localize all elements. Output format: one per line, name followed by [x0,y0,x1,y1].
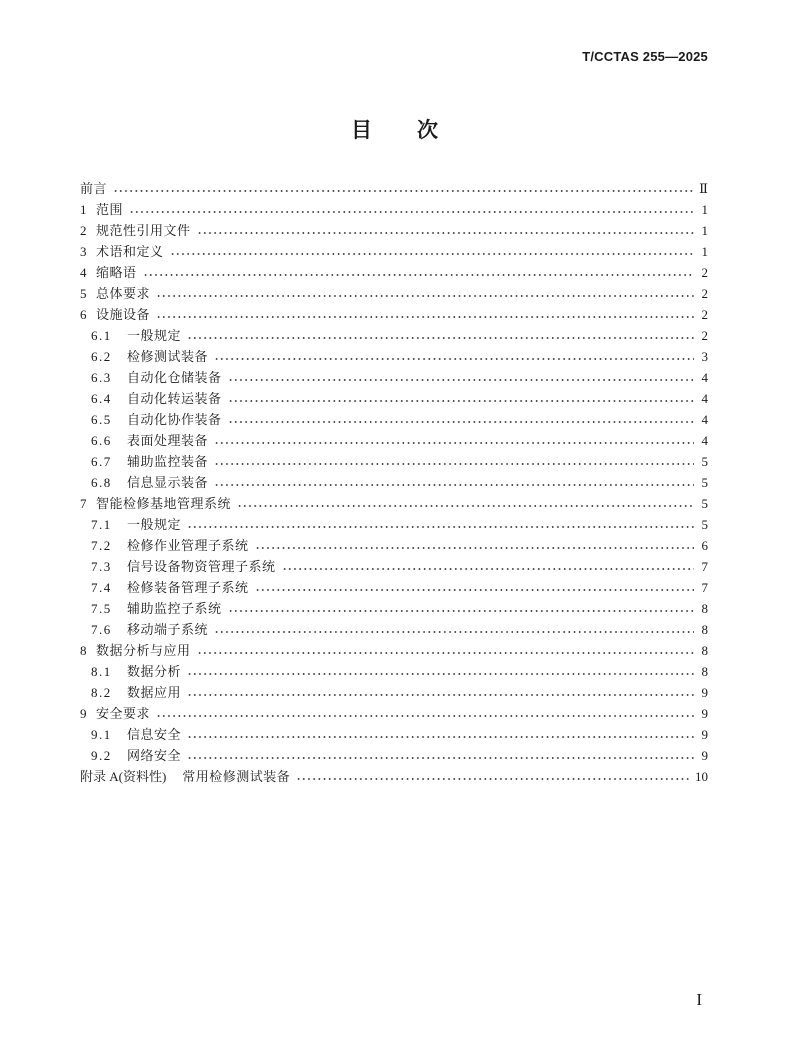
toc-entry [80,661,708,682]
toc-dot-leader [129,210,694,214]
toc-entry-page: 4 [701,412,708,427]
toc-dot-leader [255,546,694,550]
toc-dot-leader [187,735,694,739]
toc-entry-number: 6 [80,307,87,322]
toc-entry-page: 5 [701,496,708,511]
toc-entry-title: 自动化转运装备 [127,391,222,406]
toc-entry [80,241,708,262]
toc-entry-title: 数据分析 [127,664,182,679]
toc-dot-leader [282,567,694,571]
toc-entry-page: 1 [701,244,708,259]
toc-entry-title: 一般规定 [127,328,182,343]
toc-dot-leader [170,252,694,256]
toc-dot-leader [187,693,694,697]
toc-entry [80,451,708,472]
toc-entry-title: 检修测试装备 [127,349,209,364]
toc-entry-number: 7.6 [91,622,112,637]
toc-dot-leader [228,609,694,613]
toc-entry-page: 2 [701,328,708,343]
toc-entry-title: 术语和定义 [96,244,164,259]
toc-entry-page: 4 [701,433,708,448]
toc-entry [80,619,708,640]
toc-entry [80,556,708,577]
toc-entry-title: 数据应用 [127,685,182,700]
toc-entry-page: 9 [701,748,708,763]
toc-entry-title: 规范性引用文件 [96,223,191,238]
toc-entry [80,535,708,556]
toc-dot-leader [255,588,694,592]
toc-entry-number: 6.8 [91,475,112,490]
toc-dot-leader [228,420,694,424]
toc-entry-page: 8 [701,622,708,637]
toc-entry-number: 3 [80,244,87,259]
toc-entry [80,220,708,241]
toc-entry [80,325,708,346]
toc-dot-leader [237,504,694,508]
toc-entry-title: 信号设备物资管理子系统 [127,559,276,574]
toc-dot-leader [143,273,694,277]
toc-entry-number: 6.7 [91,454,112,469]
toc-entry-title: 缩略语 [96,265,137,280]
toc-entry-number: 5 [80,286,87,301]
toc-entry-page: 8 [701,601,708,616]
document-number: T/CCTAS 255—2025 [582,49,708,64]
page-number: I [696,990,702,1009]
toc-entry-number: 附录 A(资料性) [80,769,167,784]
toc-entry [80,304,708,325]
toc-entry-title: 信息安全 [127,727,182,742]
toc-dot-leader [296,777,690,781]
table-of-contents [80,178,708,787]
toc-entry-number: 7.4 [91,580,112,595]
toc-entry-number: 2 [80,223,87,238]
toc-dot-leader [187,525,694,529]
toc-entry-number: 7.2 [91,538,112,553]
toc-entry [80,283,708,304]
toc-dot-leader [113,189,694,193]
toc-entry-number: 7.3 [91,559,112,574]
toc-entry [80,766,708,787]
toc-entry-page: 5 [701,475,708,490]
toc-entry [80,493,708,514]
toc-dot-leader [197,651,694,655]
toc-entry-title: 设施设备 [96,307,151,322]
toc-entry-page: 4 [701,370,708,385]
toc-entry-number: 4 [80,265,87,280]
toc-entry-page: 5 [701,454,708,469]
toc-entry [80,430,708,451]
toc-entry [80,199,708,220]
toc-dot-leader [187,756,694,760]
toc-entry-number: 8.2 [91,685,112,700]
toc-dot-leader [214,483,694,487]
toc-entry-page: 9 [701,685,708,700]
toc-entry-page: 1 [701,202,708,217]
toc-entry-number: 6.3 [91,370,112,385]
toc-entry [80,388,708,409]
toc-dot-leader [228,378,694,382]
toc-entry-number: 7.5 [91,601,112,616]
page-title: 目 次 [351,117,439,142]
toc-entry-number: 8.1 [91,664,112,679]
toc-entry-page: 5 [701,517,708,532]
toc-entry-title: 检修装备管理子系统 [127,580,249,595]
toc-entry-title: 一般规定 [127,517,182,532]
toc-entry-title: 信息显示装备 [127,475,209,490]
toc-entry-title: 辅助监控子系统 [127,601,222,616]
toc-entry-page: 4 [701,391,708,406]
toc-entry [80,724,708,745]
toc-entry-title: 范围 [96,202,124,217]
toc-entry-page: 10 [695,769,708,784]
toc-entry [80,577,708,598]
toc-entry-title: 数据分析与应用 [96,643,191,658]
toc-dot-leader [156,714,694,718]
toc-entry-number: 6.5 [91,412,112,427]
toc-entry-page: Ⅱ [699,181,708,196]
toc-entry-number: 6.6 [91,433,112,448]
toc-entry-page: 7 [701,559,708,574]
toc-entry [80,640,708,661]
toc-entry-number: 6.4 [91,391,112,406]
toc-entry [80,514,708,535]
toc-entry-title: 自动化协作装备 [127,412,222,427]
toc-entry-number: 7 [80,496,87,511]
toc-entry-number: 6.2 [91,349,112,364]
toc-entry-page: 2 [701,265,708,280]
toc-entry-title: 智能检修基地管理系统 [96,496,232,511]
toc-dot-leader [156,315,694,319]
toc-dot-leader [197,231,694,235]
toc-entry [80,409,708,430]
toc-entry-number: 9.2 [91,748,112,763]
toc-entry-page: 2 [701,286,708,301]
toc-dot-leader [214,357,694,361]
toc-dot-leader [214,441,694,445]
toc-entry-page: 2 [701,307,708,322]
toc-entry-page: 9 [701,727,708,742]
toc-dot-leader [187,672,694,676]
toc-entry-title: 安全要求 [96,706,151,721]
toc-entry-number: 9 [80,706,87,721]
toc-entry-title: 检修作业管理子系统 [127,538,249,553]
toc-dot-leader [214,462,694,466]
toc-entry-title: 辅助监控装备 [127,454,209,469]
toc-entry-page: 6 [701,538,708,553]
toc-entry-number: 9.1 [91,727,112,742]
toc-entry [80,703,708,724]
toc-entry-title: 自动化仓储装备 [127,370,222,385]
toc-entry-page: 9 [701,706,708,721]
toc-entry [80,745,708,766]
toc-entry [80,598,708,619]
toc-dot-leader [214,630,694,634]
toc-entry-page: 8 [701,643,708,658]
toc-entry [80,682,708,703]
toc-entry-title: 表面处理装备 [127,433,209,448]
toc-entry-page: 3 [701,349,708,364]
toc-entry-title: 前言 [80,181,108,196]
toc-entry-title: 网络安全 [127,748,182,763]
toc-entry-page: 7 [701,580,708,595]
toc-entry-title: 总体要求 [96,286,151,301]
toc-entry [80,178,708,199]
toc-entry-number: 8 [80,643,87,658]
toc-entry [80,346,708,367]
toc-entry-page: 1 [701,223,708,238]
toc-entry-title: 移动端子系统 [127,622,209,637]
toc-dot-leader [156,294,694,298]
toc-entry-page: 8 [701,664,708,679]
toc-entry-title: 常用检修测试装备 [182,769,291,784]
toc-entry [80,367,708,388]
toc-entry-number: 6.1 [91,328,112,343]
toc-entry [80,262,708,283]
toc-entry [80,472,708,493]
toc-entry-number: 1 [80,202,87,217]
toc-dot-leader [187,336,694,340]
toc-entry-number: 7.1 [91,517,112,532]
toc-dot-leader [228,399,694,403]
